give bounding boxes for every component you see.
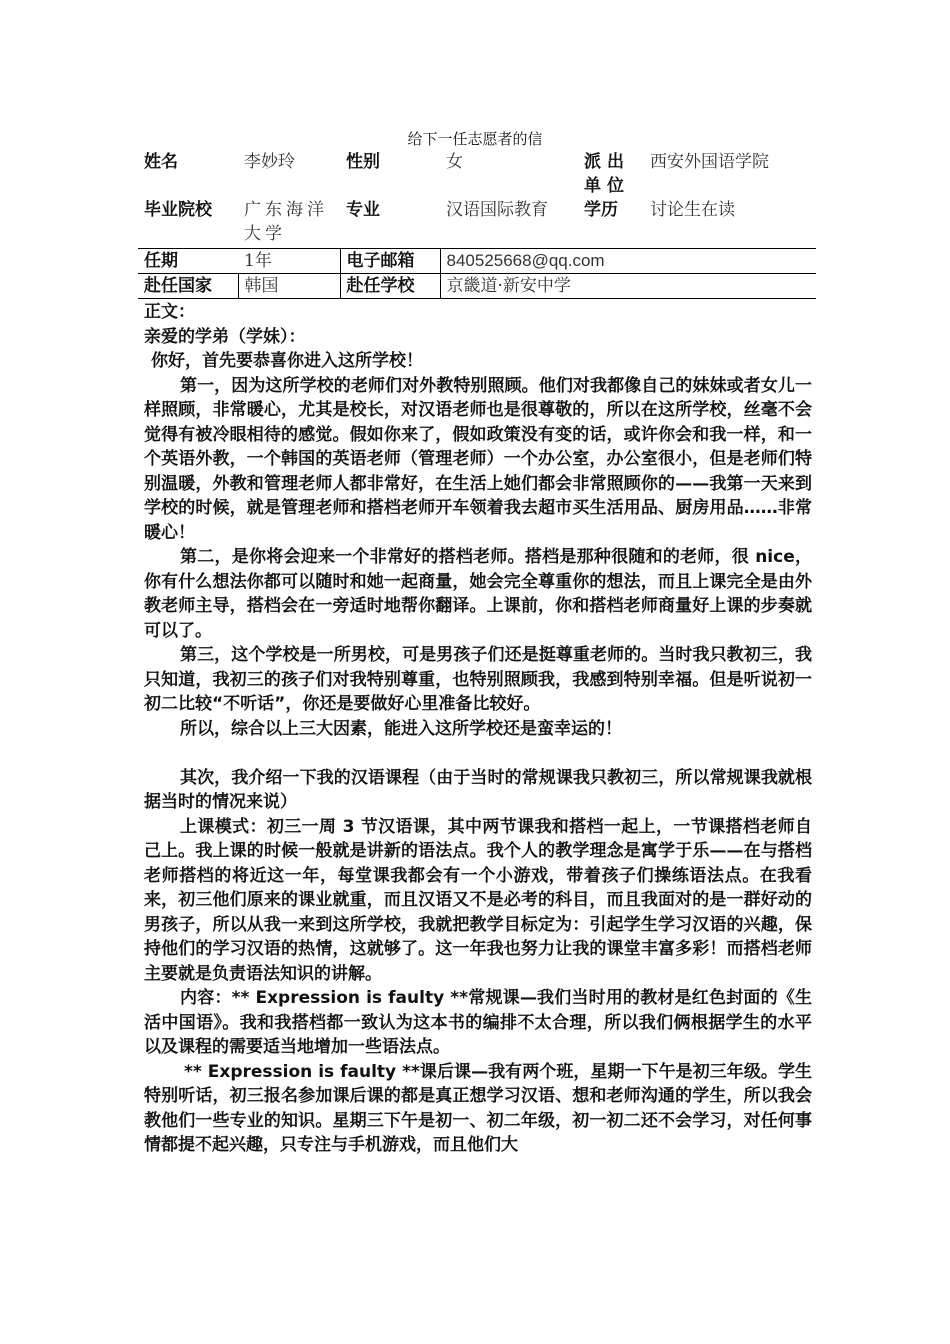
graduate-school-label: 毕业院校 [144,200,212,220]
gender-label: 性别 [346,152,380,172]
letter-body [144,300,812,1158]
paragraph-2: 第二，是你将会迎来一个非常好的搭档老师。搭档是那种很随和的老师，很 nice，你有什么想法你都可以随时和她一起商量，她会完全尊重你的想法，而且上课完全是由外教老师主导，搭档会在一旁适时地帮你翻译。上课前，你和搭档老师商量好上课的步奏就可以了。 [144,547,812,641]
paragraph-6: 上课模式：初三一周 3 节汉语课，其中两节课我和搭档一起上，一节课搭档老师自己上。我上课的时候一般就是讲新的语法点。我个人的教学理念是寓学于乐——在与搭档老师搭档的将近这一年，每堂课我都会有一个小游戏，带着孩子们操练语法点。在我看来，初三他们原来的课业就重，而且汉语又不是必考的科目，而且我面对的是一群好动的男孩子，所以从我一来到这所学校，我就把教学目标定为：引起学生学习汉语的兴趣，保持他们的学习汉语的热情，这就够了。这一年我也努力让我的课堂丰富多彩！而搭档老师主要就是负责语法知识的讲解。 [144,816,812,984]
info-row-2 [138,198,816,249]
degree-value: 讨论生在读 [650,200,735,220]
blank-line [144,741,812,766]
paragraph-3: 第三，这个学校是一所男校，可是男孩子们还是挺尊重老师的。当时我只教初三，我只知道，我初三的孩子们对我特别尊重，也特别照顾我，我感到特别幸福。但是听说初一初二比较“不听话”，你还是要做好心里准备比较好。 [144,645,812,714]
host-country-label: 赴任国家 [138,274,238,299]
paragraph-4: 所以，综合以上三大因素，能进入这所学校还是蛮幸运的！ [180,718,622,739]
paragraph-8: ** Expression is faulty **课后课—我有两个班，星期一下午是初三年级。学生特别听话，初三报名参加课后课的都是真正想学习汉语、想和老师沟通的学生，所以我会教他们一些专业的知识。星期三下午是初一、初二年级，初一初二还不会学习，对任何事情都提不起兴趣，只专注与手机游戏，而且他们大 [144,1061,812,1155]
info-row-1 [138,150,816,198]
paragraph-1: 第一，因为这所学校的老师们对外教特别照顾。他们对我都像自己的妹妹或者女儿一样照顾，非常暖心，尤其是校长，对汉语老师也是很尊敬的，所以在这所学校，丝毫不会觉得有被冷眼相待的感觉。假如你来了，假如政策没有变的话，或许你会和我一样，和一个英语外教，一个韩国的英语老师（管理老师）一个办公室，办公室很小，但是老师们特别温暖，外教和管理老师人都非常好，在生活上她们都会非常照顾你的——我第一天来到学校的时候，就是管理老师和搭档老师开车领着我去超市买生活用品、厨房用品……非常暖心！ [144,375,812,543]
name-value: 李妙玲 [244,152,295,172]
volunteer-info-table [138,150,816,299]
name-label: 姓名 [144,152,178,172]
info-row-3 [138,249,816,274]
greeting: 你好，首先要恭喜你进入这所学校！ [151,351,423,371]
salutation: 亲爱的学弟（学妹）： [144,326,306,347]
term-label: 任期 [138,249,238,274]
paragraph-7: 内容：** Expression is faulty **常规课—我们当时用的教材是红色封面的《生活中国语》。我和我搭档都一致认为这本书的编排不太合理，所以我们俩根据学生的水平以及课程的需要适当地增加一些语法点。 [144,988,812,1057]
body-heading: 正文： [144,302,195,322]
graduate-school-value: 广东海洋大学 [244,200,328,244]
host-school-label: 赴任学校 [340,274,440,299]
email-label: 电子邮箱 [340,249,440,274]
letter-title: 给下一任志愿者的信 [407,130,543,148]
host-school-value: 京畿道·新安中学 [440,274,816,299]
paragraph-5: 其次，我介绍一下我的汉语课程（由于当时的常规课我只教初三，所以常规课我就根据当时的情况来说） [144,767,812,812]
email-value: 840525668@qq.com [440,249,816,274]
major-value: 汉语国际教育 [446,200,548,220]
host-country-value: 韩国 [238,274,340,299]
dispatch-unit-label: 派出单位 [584,152,630,196]
major-label: 专业 [346,200,380,220]
info-row-4 [138,274,816,299]
gender-value: 女 [446,152,463,172]
dispatch-unit-value: 西安外国语学院 [650,152,769,172]
degree-label: 学历 [584,200,618,220]
term-value: 1年 [238,249,340,274]
